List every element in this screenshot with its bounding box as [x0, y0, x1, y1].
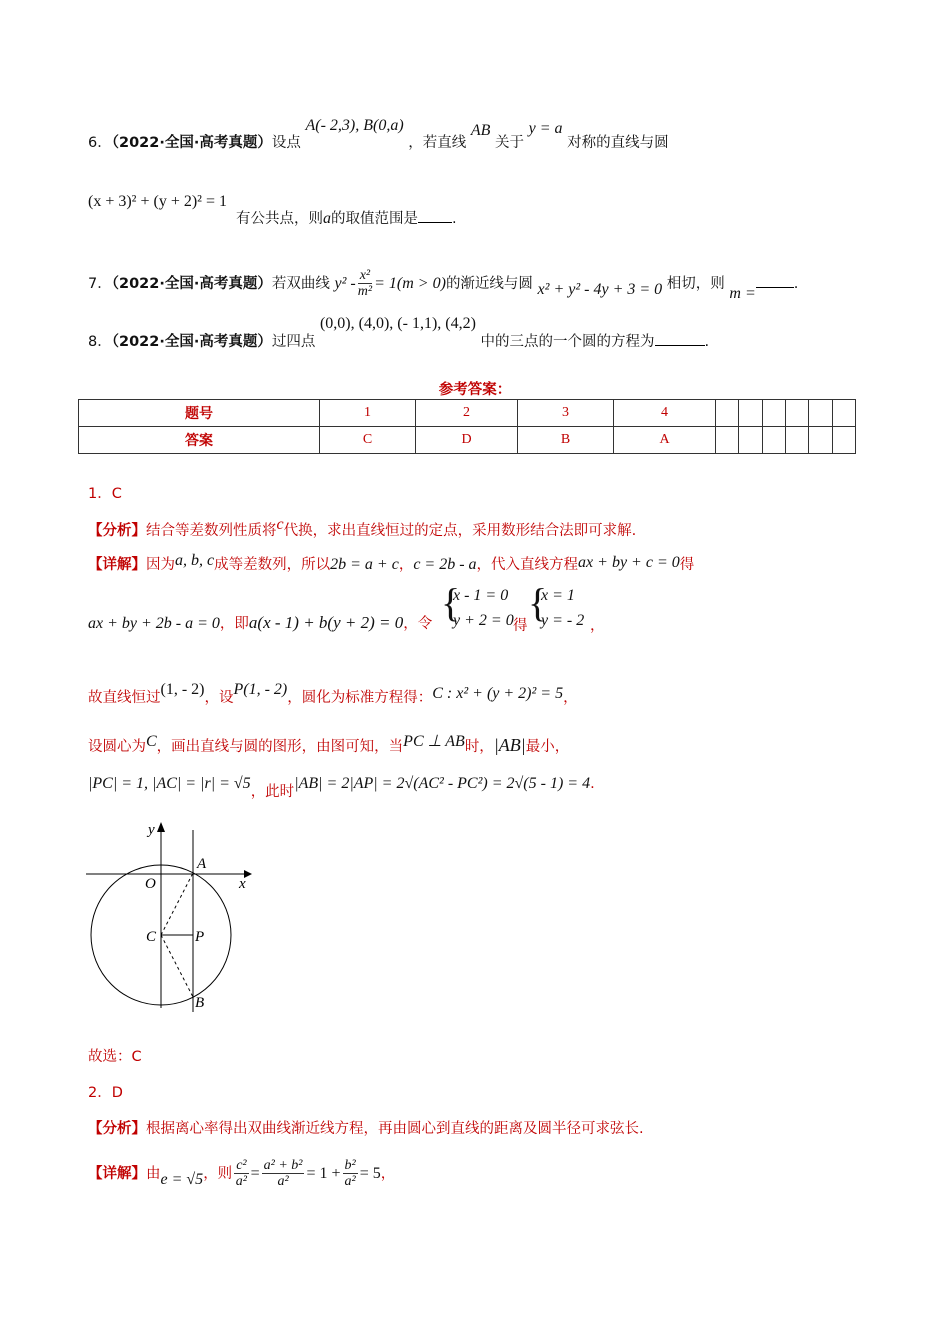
- question-6-tail: [236, 207, 457, 228]
- table-cell: [716, 400, 739, 427]
- q6-end: .: [452, 211, 457, 227]
- table-cell: [739, 427, 762, 454]
- text: ，: [380, 1165, 396, 1182]
- text: 设圆心为: [88, 739, 146, 755]
- frac-num: b²: [344, 1158, 356, 1173]
- math: C : x² + (y + 2)² = 5: [432, 685, 564, 702]
- q6-points: A(- 2,3), B(0,a): [305, 117, 404, 134]
- table-cell: [762, 400, 785, 427]
- q8-text: 过四点: [271, 334, 316, 350]
- table-header-cell: 答案: [79, 427, 320, 454]
- table-cell: B: [518, 427, 614, 454]
- math: c = 2b - a: [413, 556, 477, 573]
- q6-text: ，若直线: [408, 135, 467, 151]
- label-b: B: [195, 995, 205, 1011]
- text: 代换，求出直线恒过的定点，采用数形结合法即可求解.: [283, 523, 637, 539]
- text: 得: [513, 618, 528, 634]
- math: P(1, - 2): [233, 681, 288, 698]
- detail-tag: 【详解】: [88, 557, 146, 573]
- label-y: y: [148, 822, 155, 838]
- q8-text: 中的三点的一个圆的方程为: [480, 334, 655, 350]
- math: PC ⊥ AB: [403, 733, 465, 750]
- math: (1, - 2): [160, 681, 205, 698]
- table-cell: D: [415, 427, 517, 454]
- solution-1-line-3: [88, 681, 578, 707]
- text: ，此时: [250, 784, 295, 800]
- table-cell: [832, 427, 855, 454]
- math: |PC| = 1, |AC| = |r| = √5: [88, 775, 251, 792]
- q6-answer-blank[interactable]: [418, 208, 452, 223]
- text: ，: [398, 557, 414, 573]
- label-o: O: [145, 876, 156, 892]
- table-cell: [739, 400, 762, 427]
- math: ax + by + c = 0: [578, 554, 680, 571]
- question-6: [88, 117, 669, 152]
- solution-1-line-5: [88, 772, 595, 800]
- text: 得: [679, 557, 695, 573]
- solution-1-choice: 故选：C: [88, 1049, 142, 1065]
- q6-text: 对称的直线与圆: [567, 135, 669, 151]
- text: 结合等差数列性质将: [146, 523, 277, 539]
- text: ，: [590, 618, 605, 634]
- math: =: [250, 1164, 260, 1182]
- fraction: [343, 1158, 358, 1190]
- system-eq: y = - 2: [541, 612, 585, 629]
- q6-text: 设点: [271, 135, 301, 151]
- circle-line-figure: [82, 818, 262, 1018]
- table-cell: [716, 427, 739, 454]
- math: = 1 +: [306, 1164, 341, 1182]
- frac-den: a²: [235, 1174, 247, 1190]
- text: ，设: [204, 690, 234, 706]
- solution-1-line-4: [88, 735, 569, 756]
- math: e = √5: [160, 1170, 204, 1188]
- system-eq: x = 1: [541, 587, 575, 604]
- detail-tag: 【详解】: [88, 1165, 146, 1182]
- math: a, b, c: [175, 552, 215, 569]
- table-row: [79, 400, 856, 427]
- frac-den: m²: [357, 284, 373, 300]
- math-c: c: [276, 516, 284, 533]
- solution-1-analysis: [88, 516, 637, 540]
- table-header-cell: 题号: [79, 400, 320, 427]
- table-cell: [785, 400, 808, 427]
- q7-text: 若双曲线: [271, 275, 330, 292]
- q6-text: 的取值范围是: [331, 211, 418, 227]
- text: 由: [146, 1165, 161, 1182]
- frac-num: c²: [236, 1158, 247, 1173]
- table-cell: [785, 427, 808, 454]
- text: 根据离心率得出双曲线渐近线方程，再由圆心到直线的距离及圆半径可求弦长.: [146, 1121, 644, 1137]
- q6-number: 6．: [88, 135, 112, 151]
- answer-table: [78, 399, 856, 454]
- solution-1-detail: [88, 553, 694, 574]
- q6-a: a: [323, 210, 331, 227]
- solution-1-head: 1．C: [88, 486, 122, 502]
- table-cell: 3: [518, 400, 614, 427]
- text: 时，: [464, 739, 494, 755]
- q6-source: （2022·全国·高考真题）: [111, 135, 272, 151]
- frac-den: a²: [277, 1174, 289, 1190]
- q8-points: (0,0), (4,0), (- 1,1), (4,2): [319, 315, 476, 332]
- question-7: [88, 268, 798, 300]
- text: ，代入直线方程: [476, 557, 579, 573]
- math: C: [146, 733, 157, 750]
- text: 成等差数列，所以: [214, 557, 331, 573]
- text: ，: [563, 690, 578, 706]
- q7-end: .: [793, 275, 799, 292]
- system-brace: {: [528, 580, 548, 625]
- table-cell: 4: [613, 400, 715, 427]
- segment-ca: [161, 873, 193, 935]
- segment-cb: [161, 935, 193, 997]
- table-cell: A: [613, 427, 715, 454]
- math: ax + by + 2b - a = 0: [88, 615, 220, 632]
- q7-text: 相切，则: [666, 275, 725, 292]
- label-p: P: [195, 929, 205, 945]
- math: a(x - 1) + b(y + 2) = 0: [248, 613, 404, 632]
- q7-hyperbola-rhs: = 1(m > 0): [374, 274, 446, 292]
- system-brace: {: [441, 580, 461, 625]
- q7-m: m =: [729, 284, 756, 302]
- analysis-tag: 【分析】: [88, 1121, 146, 1137]
- math: |AB|: [493, 735, 526, 755]
- system-eq: y + 2 = 0: [453, 612, 514, 629]
- q6-text: 有公共点，则: [236, 211, 323, 227]
- math: 2b = a + c: [330, 556, 399, 573]
- system-eq: x - 1 = 0: [453, 587, 509, 604]
- q8-answer-blank[interactable]: [655, 331, 705, 346]
- table-cell: [762, 427, 785, 454]
- table-row: [79, 427, 856, 454]
- text: ，画出直线与圆的图形，由图可知，当: [156, 739, 404, 755]
- label-c: C: [146, 929, 157, 945]
- label-a: A: [197, 856, 207, 872]
- frac-num: a² + b²: [263, 1158, 303, 1173]
- text: ，即: [219, 616, 249, 632]
- text: 因为: [146, 557, 175, 573]
- text: ，圆化为标准方程得：: [287, 690, 433, 706]
- math: = 5: [359, 1164, 381, 1182]
- text: 最小，: [525, 739, 570, 755]
- q7-text: 的渐近线与圆: [445, 275, 533, 292]
- label-x: x: [239, 876, 246, 892]
- table-cell: [809, 400, 832, 427]
- q7-hyperbola-fraction: [358, 268, 372, 300]
- answers-title: 参考答案：: [438, 382, 512, 398]
- q7-answer-blank[interactable]: [756, 273, 794, 288]
- frac-den: a²: [344, 1174, 356, 1190]
- table-cell: 2: [415, 400, 517, 427]
- frac-num: x²: [359, 268, 371, 283]
- analysis-tag: 【分析】: [88, 523, 146, 539]
- question-8: [88, 315, 710, 351]
- q8-number: 8．: [88, 334, 112, 350]
- q8-end: .: [704, 334, 710, 350]
- table-cell: 1: [320, 400, 416, 427]
- q7-circle: x² + y² - 4y + 3 = 0: [537, 280, 663, 298]
- q7-number: 7．: [88, 275, 112, 292]
- q7-hyperbola: y² -: [334, 274, 356, 292]
- q6-line-ab: AB: [470, 122, 491, 139]
- q7-source: （2022·全国·高考真题）: [111, 275, 272, 292]
- text: ，则: [203, 1165, 233, 1182]
- q8-source: （2022·全国·高考真题）: [111, 334, 272, 350]
- question-6-cont: [88, 195, 227, 213]
- text: .: [590, 776, 595, 792]
- math: |AB| = 2|AP| = 2√(AC² - PC²) = 2√(5 - 1) = 4: [294, 775, 591, 792]
- table-cell: [832, 400, 855, 427]
- table-cell: C: [320, 427, 416, 454]
- q6-line-y: y = a: [528, 120, 563, 137]
- q6-circle: (x + 3)² + (y + 2)² = 1: [88, 193, 227, 210]
- solution-1-detail-2: [88, 612, 432, 633]
- fraction: [234, 1158, 248, 1190]
- text: ，令: [403, 616, 433, 632]
- solution-2-head: 2．D: [88, 1085, 123, 1101]
- solution-2-detail: [88, 1158, 395, 1190]
- fraction: [262, 1158, 305, 1190]
- q6-text: 关于: [495, 135, 525, 151]
- y-axis-arrow-icon: [157, 822, 165, 832]
- solution-2-analysis: [88, 1117, 644, 1138]
- table-cell: [809, 427, 832, 454]
- text: 故直线恒过: [88, 690, 161, 706]
